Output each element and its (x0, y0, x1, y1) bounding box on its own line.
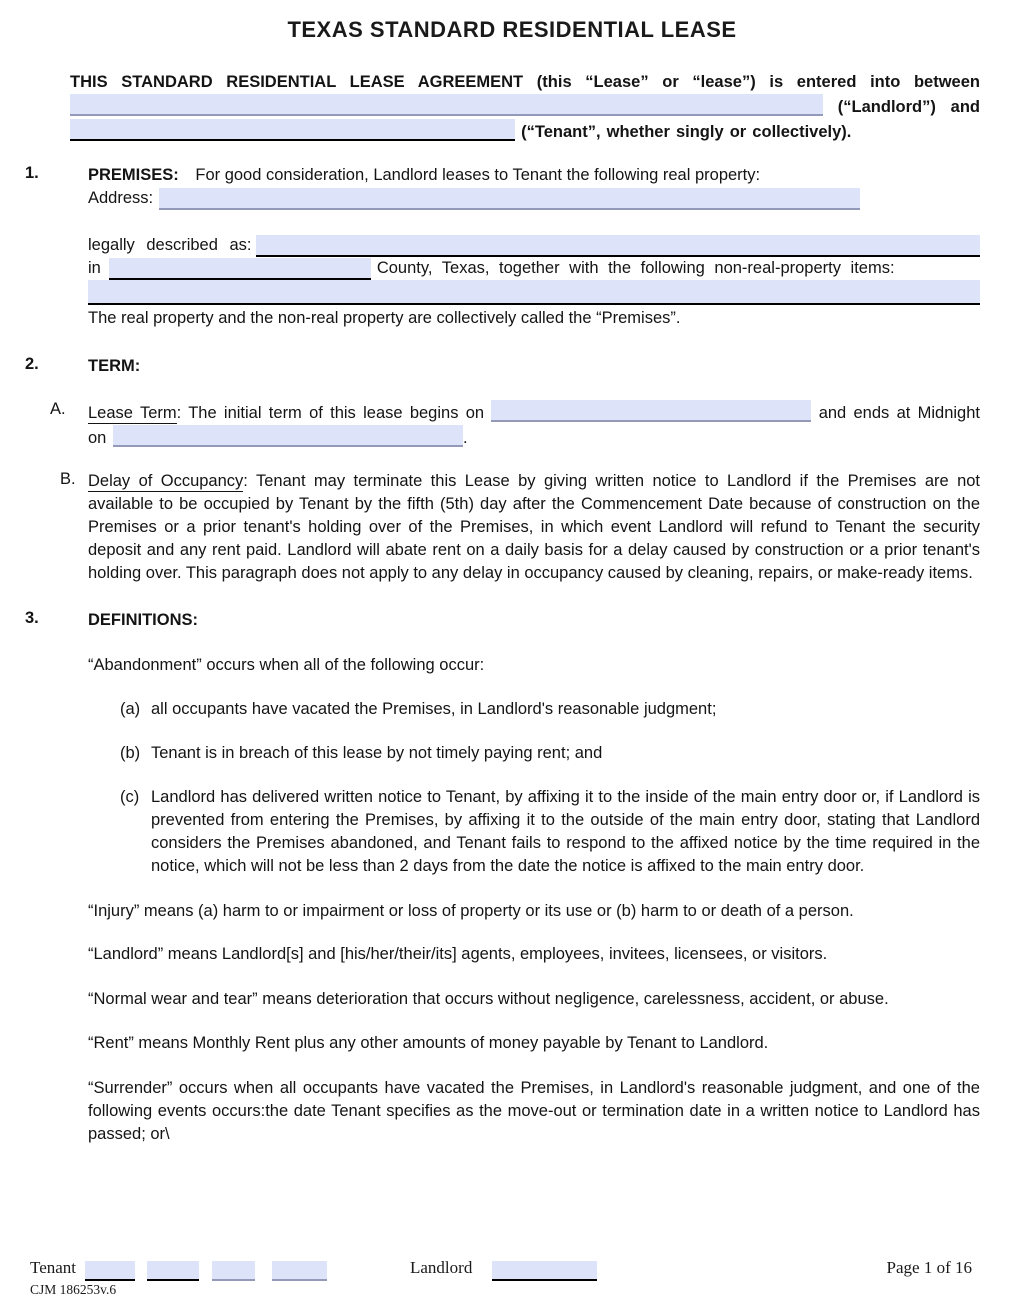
page-number: Page 1 of 16 (886, 1258, 972, 1277)
tenant-label: Tenant (30, 1258, 77, 1277)
legal-description-field[interactable] (256, 235, 981, 257)
tenant-initial-field-2[interactable] (147, 1261, 199, 1281)
landlord-label: Landlord (410, 1258, 473, 1277)
lease-term-title: Lease Term (88, 404, 177, 422)
intro-text: THIS STANDARD RESIDENTIAL LEASE AGREEMENT (this “Lease” or “lease”) is entered into between (70, 73, 980, 91)
item-label: B. (60, 470, 76, 488)
county-row (88, 257, 980, 280)
tenant-suffix: (“Tenant”, whether singly or collectively). (521, 123, 852, 141)
section-heading: TERM: (88, 357, 141, 375)
tenant-initial-field-4[interactable] (272, 1261, 327, 1281)
item-text: all occupants have vacated the Premises, in Landlord's reasonable judgment; (151, 700, 717, 718)
page-footer (0, 1258, 1024, 1308)
address-label: Address: (88, 189, 154, 207)
premises-closing-text: The real property and the non-real property are collectively called the “Premises”. (88, 309, 681, 327)
section-term (25, 355, 980, 378)
lease-term-text-middle: and ends at Midnight on (88, 404, 980, 447)
county-field[interactable] (109, 258, 371, 280)
item-text: Landlord has delivered written notice to Tenant, by affixing it to the inside of the main entry door or, if Landlord is prevented from entering the Premises, by affixing it to the outside of the main entry door, stating that Landlord considers the Premises abandoned, and Tenant fails to respond to the affixed notice by the time required in the notice, which will not be less than 2 days from the date the notice is affixed to the main entry door. (151, 788, 980, 875)
item-text: Tenant is in breach of this lease by not timely paying rent; and (151, 744, 603, 762)
definition-paragraph-injury: “Injury” means (a) harm to or impairment or loss of property or its use or (b) harm to or death of a person. (88, 902, 854, 920)
delay-occupancy-title: Delay of Occupancy (88, 472, 244, 490)
abandonment-intro: “Abandonment” occurs when all of the following occur: (88, 656, 485, 674)
definition-item-a (120, 698, 980, 721)
section-number: 1. (25, 164, 39, 182)
section-premises (25, 164, 980, 330)
section-heading: PREMISES: (88, 166, 179, 184)
legal-description-row (88, 234, 980, 257)
item-marker: (a) (120, 700, 141, 718)
definition-item-b (120, 742, 980, 765)
lease-term-item (50, 400, 980, 450)
tenant-initial-field-1[interactable] (85, 1261, 135, 1281)
lease-term-period: . (462, 429, 468, 447)
address-field[interactable] (159, 188, 860, 210)
definition-paragraph-landlord: “Landlord” means Landlord[s] and [his/her/their/its] agents, employees, invitees, licensees, or visitors. (88, 945, 828, 963)
county-text: County, Texas, together with the following non-real-property items: (376, 259, 895, 277)
premises-heading-text: For good consideration, Landlord leases to Tenant the following real property: (195, 166, 761, 184)
intro-paragraph (70, 70, 980, 144)
address-row (88, 187, 980, 210)
definition-paragraph-surrender: “Surrender” occurs when all occupants have vacated the Premises, in Landlord's reasonable judgment, and one of the following events occurs:the date Tenant specifies as the move-out or termination date in a written notice to Landlord has passed; or\ (88, 1079, 980, 1143)
item-marker: (c) (120, 788, 140, 806)
tenant-name-field[interactable] (70, 119, 515, 141)
lease-term-text-before: : The initial term of this lease begins on (176, 404, 485, 422)
item-label: A. (50, 400, 66, 418)
document-title: TEXAS STANDARD RESIDENTIAL LEASE (287, 17, 737, 42)
definition-paragraph-rent: “Rent” means Monthly Rent plus any other amounts of money payable by Tenant to Landlord. (88, 1034, 769, 1052)
section-number: 3. (25, 609, 39, 627)
lease-end-date-field[interactable] (113, 425, 463, 447)
premises-heading-line (88, 164, 980, 187)
landlord-initial-field[interactable] (492, 1261, 597, 1281)
item-marker: (b) (120, 744, 141, 762)
section-heading: DEFINITIONS: (88, 611, 198, 629)
delay-occupancy-item (60, 470, 980, 585)
section-number: 2. (25, 355, 39, 373)
definition-item-c (120, 786, 980, 878)
landlord-name-field[interactable] (70, 94, 823, 116)
section-definitions (25, 609, 980, 1146)
legally-described-label: legally described as: (88, 236, 252, 254)
doc-reference: CJM 186253v.6 (30, 1282, 117, 1297)
tenant-initial-field-3[interactable] (212, 1261, 255, 1281)
in-label: in (88, 259, 101, 277)
non-real-property-field[interactable] (88, 280, 980, 305)
definition-paragraph-wear: “Normal wear and tear” means deterioration that occurs without negligence, carelessness, accident, or abuse. (88, 990, 889, 1008)
delay-occupancy-body: : Tenant may terminate this Lease by giving written notice to Landlord if the Premises are not available to be occupied by Tenant by the fifth (5th) day after the Commencement Date because of construction on the Premises or a prior tenant's holding over of the Premises, in which event Landlord will refund to Tenant the security deposit and any rent paid. Landlord will abate rent on a daily basis for a delay caused by construction or a prior tenant's holding over. This paragraph does not apply to any delay in occupancy caused by cleaning, repairs, or make-ready items. (88, 472, 981, 582)
lease-begin-date-field[interactable] (491, 400, 811, 422)
landlord-suffix: (“Landlord”) and (837, 98, 980, 116)
